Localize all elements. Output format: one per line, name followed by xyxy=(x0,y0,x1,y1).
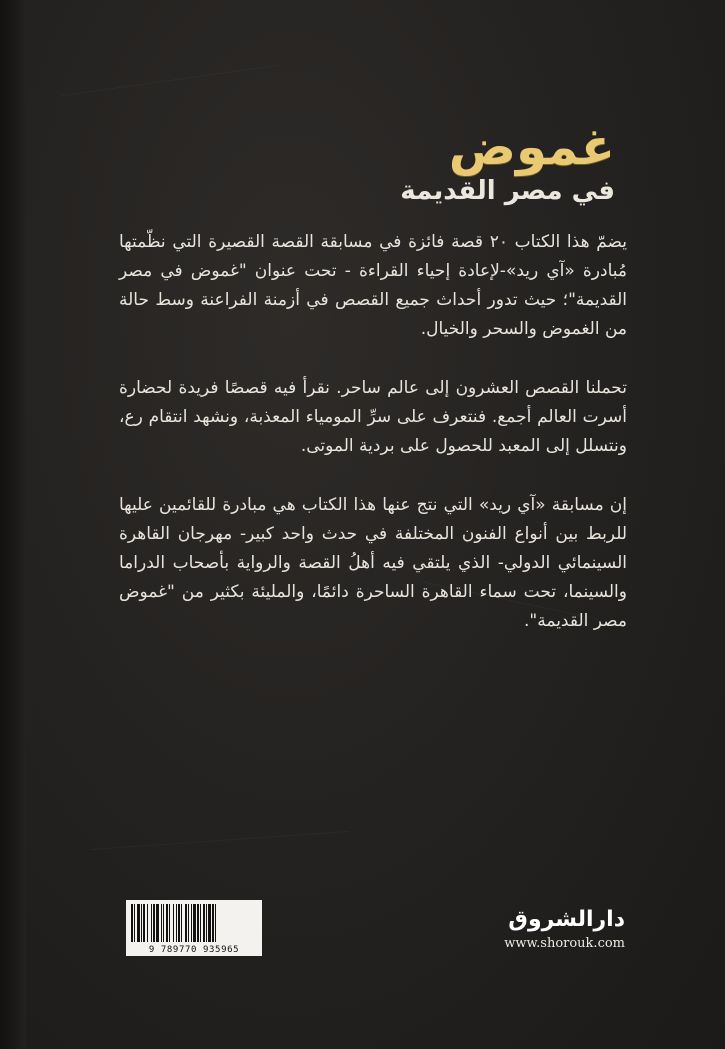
blurb-paragraph-3: إن مسابقة «آي ريد» التي نتج عنها هذا الكتاب هي مبادرة للقائمين عليها للربط بين أنواع الفنون المختلفة في حدث واحد كبير- مهرجان القاهرة السينمائي الدولي- الذي يلتقي فيه أهلُ القصة والرواية بأصحاب الدراما والسينما، تحت سماء القاهرة الساحرة دائمًا، والمليئة بكثير من "غموض مصر القديمة". xyxy=(119,495,627,631)
blurb-paragraph-2: تحملنا القصص العشرون إلى عالم ساحر. نقرأ فيه قصصًا فريدة لحضارة أسرت العالم أجمع. فنتعرف على سرِّ المومياء المعذبة، ونشهد انتقام رع، ونتسلل إلى المعبد للحصول على بردية الموتى. xyxy=(119,378,627,456)
publisher-logo: دارالشروق xyxy=(508,907,625,932)
barcode-bars xyxy=(131,904,257,942)
blurb xyxy=(119,228,627,666)
barcode-number: 9 789770 935965 xyxy=(148,945,240,955)
publisher-block xyxy=(465,908,625,951)
book-subtitle: في مصر القديمة xyxy=(400,176,615,206)
blurb-paragraph-1: يضمّ هذا الكتاب ٢٠ قصة فائزة في مسابقة القصة القصيرة التي نظّمتها مُبادرة «آي ريد»-لإعادة إحياء القراءة - تحت عنوان "غموض في مصر القديمة"؛ حيث تدور أحداث جميع القصص في أزمنة الفراعنة وسط حالة من الغموض والسحر والخيال. xyxy=(119,232,627,339)
isbn-barcode xyxy=(126,900,262,956)
publisher-url: www.shorouk.com xyxy=(504,936,625,951)
spine-edge xyxy=(0,0,26,1049)
book-title: غموض xyxy=(448,118,615,176)
title-block xyxy=(315,118,615,206)
texture-scratch xyxy=(90,831,349,850)
texture-scratch xyxy=(61,65,279,97)
